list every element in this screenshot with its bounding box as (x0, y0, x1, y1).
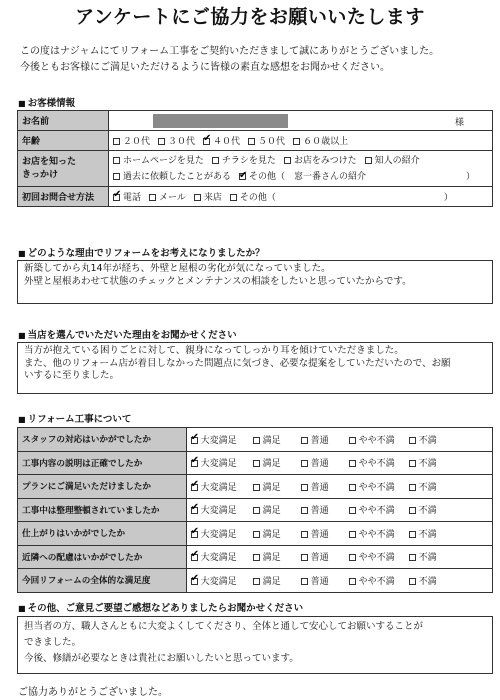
checkbox-icon[interactable] (301, 484, 308, 491)
rating-option[interactable] (409, 433, 449, 446)
rating-option-label: 大変満足 (200, 482, 237, 493)
trigger-option-label: チラシを見た (221, 155, 276, 166)
age-options (109, 131, 493, 151)
contact-options (109, 187, 493, 207)
trigger-close: ） (466, 171, 476, 182)
rating-row (18, 451, 493, 475)
checkbox-icon[interactable] (409, 460, 416, 467)
checked-checkbox-icon[interactable] (239, 173, 246, 180)
rating-option[interactable] (253, 503, 301, 516)
rating-option[interactable] (409, 527, 449, 540)
choice-line: いするに至りました。 (24, 370, 120, 381)
rating-option[interactable] (409, 503, 449, 516)
rating-option[interactable] (301, 527, 349, 540)
checkbox-icon[interactable] (349, 554, 356, 561)
choice-answer-box[interactable] (17, 342, 493, 394)
comments-line: 今後、修繕が必要なときは貴社にお願いしたいと思っています。 (24, 653, 299, 664)
age-label: 年齢 (18, 131, 109, 151)
trigger-option-label: お店をみつけた (293, 155, 357, 166)
choice-line: また、他のリフォーム店が着目しなかった問題点に気づき、必要な提案をしていただいたので、お願 (24, 357, 451, 369)
rating-options (186, 545, 492, 569)
trigger-options (109, 151, 493, 187)
rating-options (186, 569, 492, 593)
age-option[interactable] (293, 137, 348, 147)
age-option-label: ６０歳以上 (303, 137, 349, 147)
rating-row (18, 475, 493, 499)
rating-option-label: やや不満 (358, 506, 395, 517)
rating-option[interactable] (349, 503, 409, 516)
rating-option-label: 普通 (310, 553, 329, 564)
rating-option[interactable] (191, 456, 253, 469)
contact-close: ） (443, 193, 453, 203)
checkbox-icon[interactable] (365, 157, 372, 164)
checkbox-icon[interactable] (253, 437, 260, 444)
rating-option-label: 普通 (310, 459, 329, 470)
rating-option[interactable] (349, 456, 409, 469)
rating-options (186, 475, 492, 499)
checkbox-icon[interactable] (349, 507, 356, 514)
checkbox-icon[interactable] (253, 578, 260, 585)
rating-option-label: 不満 (418, 553, 437, 564)
checkbox-icon[interactable] (301, 460, 308, 467)
age-option-label: ３０代 (168, 137, 196, 147)
comments-section-title: ■ その他、ご意見ご要望ご感想などありましたらお聞かせください (18, 600, 303, 614)
checkbox-icon[interactable] (409, 531, 416, 538)
rating-options (186, 522, 492, 546)
rating-option[interactable] (191, 574, 253, 587)
rating-option-label: 満足 (262, 459, 281, 470)
trigger-label (18, 151, 109, 187)
checked-checkbox-icon[interactable] (191, 554, 198, 561)
rating-row (18, 569, 493, 593)
rating-option-label: 満足 (262, 553, 281, 564)
rating-option[interactable] (191, 527, 253, 540)
age-option-label: ２０代 (123, 137, 151, 147)
checked-checkbox-icon[interactable] (191, 460, 198, 467)
reason-line: 外壁と屋根あわせて状態のチェックとメンテナンスの相談をしたいと思っていたからです。 (24, 275, 412, 287)
rating-options (186, 498, 492, 522)
checkbox-icon[interactable] (253, 484, 260, 491)
name-label: お名前 (18, 111, 109, 131)
trigger-option[interactable] (239, 172, 366, 182)
rating-question: プランにご満足いただけましたか (18, 475, 187, 499)
contact-option-label: メール (159, 193, 186, 203)
rating-option-label: 満足 (262, 506, 281, 517)
trigger-row (113, 153, 488, 169)
checkbox-icon[interactable] (284, 157, 291, 164)
checked-checkbox-icon[interactable] (191, 507, 198, 514)
page-title: アンケートにご協力をお願いいたします (75, 6, 425, 28)
checkbox-icon[interactable] (253, 531, 260, 538)
checkbox-icon[interactable] (253, 460, 260, 467)
name-field[interactable] (109, 111, 493, 131)
rating-option-label: 不満 (418, 459, 437, 470)
rating-option[interactable] (301, 480, 349, 493)
checkbox-icon[interactable] (158, 138, 165, 145)
checkbox-icon[interactable] (301, 437, 308, 444)
rating-option-label: 普通 (310, 576, 329, 587)
checkbox-icon[interactable] (113, 138, 120, 145)
rating-option[interactable] (349, 527, 409, 540)
rating-row (18, 522, 493, 546)
choice-line: 当方が抱えている困りごとに対して、親身になってしっかり耳を傾けていただきました。 (24, 345, 404, 356)
choice-section-title: ■ 当店を選んでいただいた理由をお聞かせください (18, 327, 237, 341)
checkbox-icon[interactable] (113, 173, 120, 180)
trigger-option[interactable] (365, 156, 420, 166)
rating-option[interactable] (253, 480, 301, 493)
rating-option-label: 普通 (310, 529, 329, 540)
checkbox-icon[interactable] (149, 194, 156, 201)
rating-option[interactable] (409, 574, 449, 587)
checkbox-icon[interactable] (293, 138, 300, 145)
checkbox-icon[interactable] (230, 194, 237, 201)
checkbox-icon[interactable] (349, 460, 356, 467)
age-option[interactable] (203, 137, 240, 147)
rating-option-label: やや不満 (358, 553, 395, 564)
rating-option[interactable] (349, 550, 409, 563)
rating-option[interactable] (191, 433, 253, 446)
comments-answer-box[interactable] (17, 616, 493, 674)
rating-option[interactable] (253, 574, 301, 587)
checkbox-icon[interactable] (409, 484, 416, 491)
intro-text (20, 44, 490, 76)
rating-option[interactable] (253, 433, 301, 446)
rating-option[interactable] (409, 456, 449, 469)
checkbox-icon[interactable] (409, 578, 416, 585)
age-option[interactable] (248, 137, 285, 147)
checkbox-icon[interactable] (253, 554, 260, 561)
rating-row (18, 428, 493, 452)
contact-label: 初回お問合せ方法 (18, 187, 109, 207)
rating-question: 工事中は整理整頓されていましたか (18, 498, 187, 522)
checkbox-icon[interactable] (113, 157, 120, 164)
checked-checkbox-icon[interactable] (113, 194, 120, 201)
checkbox-icon[interactable] (301, 578, 308, 585)
trigger-label-line: お店を知った (22, 156, 77, 167)
ratings-section-title: ■ リフォーム工事について (18, 411, 131, 425)
contact-option-label: その他（ (239, 193, 276, 203)
rating-option-label: 大変満足 (200, 529, 237, 540)
checked-checkbox-icon[interactable] (191, 578, 198, 585)
rating-option[interactable] (349, 480, 409, 493)
rating-option[interactable] (409, 480, 449, 493)
rating-question: 近隣への配慮はいかがでしたか (18, 545, 187, 569)
checkbox-icon[interactable] (212, 157, 219, 164)
trigger-option-label: その他（ 窓一番さんの紹介 (249, 171, 367, 182)
intro-line: 今後ともお客様にご満足いただけるように皆様の素直な感想をお聞かせください。 (20, 62, 390, 73)
intro-line: この度はナジャムにてリフォーム工事をご契約いただきまして誠にありがとうございました。 (20, 46, 440, 57)
customer-section-title: ■ お客様情報 (18, 95, 75, 109)
checkbox-icon[interactable] (194, 194, 201, 201)
trigger-label-line: きっかけ (22, 169, 59, 180)
comments-line: 担当者の方、職人さんともに大変よくしてくださり、全体と通して安心してお願いすることが (24, 621, 424, 632)
rating-options (186, 428, 492, 452)
trigger-row (113, 169, 488, 185)
trigger-option-label: ホームページを見た (123, 155, 204, 166)
comments-line: できました。 (24, 637, 82, 648)
rating-option-label: やや不満 (358, 435, 395, 446)
closing-text: ご協力ありがとうございました。 (18, 687, 168, 698)
rating-option-label: 大変満足 (200, 576, 237, 587)
checkbox-icon[interactable] (409, 437, 416, 444)
rating-option[interactable] (301, 456, 349, 469)
contact-option[interactable] (113, 193, 141, 203)
checkbox-icon[interactable] (349, 437, 356, 444)
rating-option-label: やや不満 (358, 482, 395, 493)
checkbox-icon[interactable] (349, 531, 356, 538)
rating-option-label: 大変満足 (200, 553, 237, 564)
rating-option-label: 不満 (418, 576, 437, 587)
rating-option-label: 普通 (310, 506, 329, 517)
rating-option[interactable] (191, 550, 253, 563)
rating-option-label: 不満 (418, 506, 437, 517)
checkbox-icon[interactable] (301, 554, 308, 561)
rating-options (186, 451, 492, 475)
checked-checkbox-icon[interactable] (191, 484, 198, 491)
rating-question: スタッフの対応はいかがでしたか (18, 428, 187, 452)
rating-option[interactable] (349, 433, 409, 446)
redacted-name (153, 114, 288, 128)
rating-option-label: 普通 (310, 482, 329, 493)
trigger-option[interactable] (212, 156, 276, 166)
rating-option[interactable] (253, 456, 301, 469)
age-option[interactable] (113, 137, 150, 147)
rating-question: 工事内容の説明は正確でしたか (18, 451, 187, 475)
reason-section-title: ■ どのような理由でリフォームをお考えになりましたか？ (18, 245, 265, 259)
checkbox-icon[interactable] (349, 578, 356, 585)
rating-option[interactable] (253, 550, 301, 563)
rating-option-label: 普通 (310, 435, 329, 446)
rating-question: 今回リフォームの全体的な満足度 (18, 569, 187, 593)
rating-option-label: 満足 (262, 529, 281, 540)
contact-option-label: 電話 (123, 193, 142, 203)
rating-option[interactable] (191, 503, 253, 516)
rating-option-label: やや不満 (358, 529, 395, 540)
checkbox-icon[interactable] (409, 507, 416, 514)
trigger-option[interactable] (113, 156, 204, 166)
rating-option-label: 満足 (262, 576, 281, 587)
rating-option-label: 不満 (418, 435, 437, 446)
customer-info-table (17, 110, 493, 207)
rating-option-label: 不満 (418, 529, 437, 540)
ratings-table (17, 427, 493, 593)
trigger-option[interactable] (113, 172, 231, 182)
checkbox-icon[interactable] (301, 531, 308, 538)
name-suffix: 様 (454, 118, 464, 128)
rating-option-label: やや不満 (358, 459, 395, 470)
rating-row (18, 498, 493, 522)
contact-option[interactable] (230, 193, 276, 203)
trigger-option-label: 知人の紹介 (374, 155, 420, 166)
rating-option-label: 不満 (418, 482, 437, 493)
rating-option-label: やや不満 (358, 576, 395, 587)
rating-option[interactable] (301, 433, 349, 446)
rating-option-label: 満足 (262, 435, 281, 446)
rating-option[interactable] (409, 550, 449, 563)
trigger-option[interactable] (284, 156, 357, 166)
checkbox-icon[interactable] (301, 507, 308, 514)
contact-option[interactable] (194, 193, 222, 203)
rating-option[interactable] (253, 527, 301, 540)
rating-question: 仕上がりはいかがでしたか (18, 522, 187, 546)
checkbox-icon[interactable] (349, 484, 356, 491)
rating-option[interactable] (301, 574, 349, 587)
rating-option-label: 大変満足 (200, 506, 237, 517)
contact-option-label: 来店 (203, 193, 222, 203)
checked-checkbox-icon[interactable] (203, 138, 210, 145)
rating-option[interactable] (191, 480, 253, 493)
reason-line: 新築してから丸14年が経ち、外壁と屋根の劣化が気になっていました。 (24, 263, 331, 274)
rating-row (18, 545, 493, 569)
checkbox-icon[interactable] (409, 554, 416, 561)
checked-checkbox-icon[interactable] (191, 531, 198, 538)
age-option-label: ４０代 (213, 137, 241, 147)
reason-answer-box[interactable] (17, 260, 493, 304)
rating-option[interactable] (301, 550, 349, 563)
rating-option[interactable] (301, 503, 349, 516)
checkbox-icon[interactable] (253, 507, 260, 514)
checkbox-icon[interactable] (248, 138, 255, 145)
age-option[interactable] (158, 137, 195, 147)
rating-option[interactable] (349, 574, 409, 587)
rating-option-label: 大変満足 (200, 459, 237, 470)
trigger-option-label: 過去に依頼したことがある (123, 171, 232, 182)
rating-option-label: 満足 (262, 482, 281, 493)
rating-option-label: 大変満足 (200, 435, 237, 446)
contact-option[interactable] (149, 193, 186, 203)
age-option-label: ５０代 (258, 137, 286, 147)
checked-checkbox-icon[interactable] (191, 437, 198, 444)
